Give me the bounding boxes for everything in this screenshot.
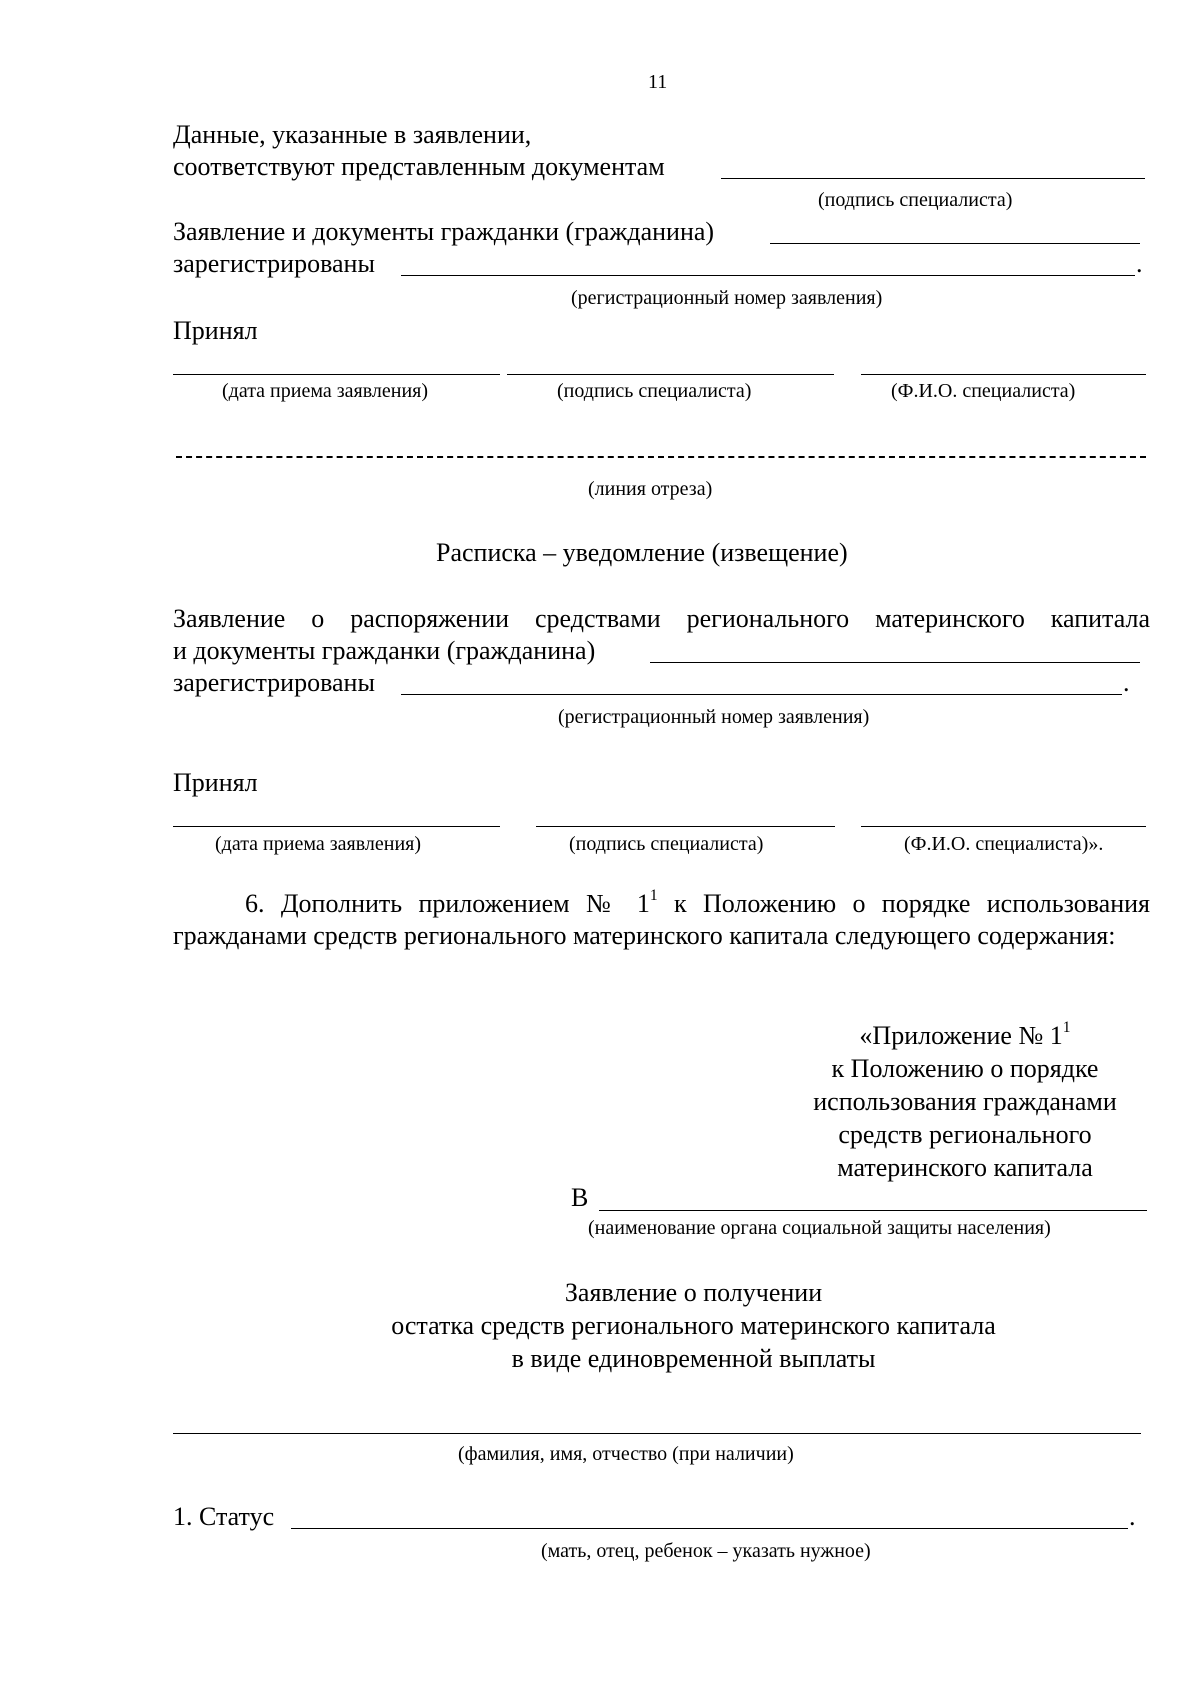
receipt-citizen-field[interactable]: [650, 662, 1140, 663]
specialist-signature-caption: (подпись специалиста): [818, 189, 1013, 211]
application-title-line-1: Заявление о получении: [564, 1278, 823, 1307]
sign-caption: (подпись специалиста): [557, 380, 752, 402]
receipt-date-field[interactable]: [173, 826, 500, 827]
fio-caption: (Ф.И.О. специалиста): [891, 380, 1076, 402]
receipt-period: .: [1123, 668, 1130, 697]
paragraph-6-sup: 1: [649, 887, 658, 905]
accepted-label: Принял: [173, 316, 258, 345]
citizen-field[interactable]: [770, 243, 1140, 244]
receipt-registration-number-caption: (регистрационный номер заявления): [558, 706, 870, 728]
cut-line: [176, 456, 1146, 458]
cut-line-caption: (линия отреза): [588, 478, 713, 500]
registration-number-caption: (регистрационный номер заявления): [571, 287, 883, 309]
addressee-caption: (наименование органа социальной защиты населения): [588, 1217, 1051, 1239]
appendix-title-sup: 1: [1062, 1019, 1071, 1037]
addressee-field[interactable]: [599, 1210, 1147, 1211]
receipt-registration-number-field[interactable]: [401, 694, 1122, 695]
applicant-fio-field[interactable]: [173, 1433, 1141, 1434]
specialist-signature-field[interactable]: [721, 178, 1145, 179]
status-field[interactable]: [291, 1528, 1128, 1529]
appendix-header-line-2: к Положению о порядке: [831, 1054, 1099, 1083]
registration-number-field[interactable]: [401, 275, 1135, 276]
appendix-header-line-1: [760, 1019, 1170, 1052]
application-title-line-3: в виде единовременной выплаты: [511, 1344, 876, 1373]
sign-field[interactable]: [507, 374, 834, 375]
appendix-header-line-5: материнского капитала: [837, 1153, 1093, 1182]
appendix-header-line-4: средств регионального: [838, 1120, 1092, 1149]
appendix-header: [760, 1019, 1170, 1184]
addressee-prefix: В: [571, 1183, 589, 1212]
registered-line-1: Заявление и документы гражданки (гражданина): [173, 217, 715, 246]
paragraph-6-rest: к Положению о порядке использования гражданами средств регионального материнского капитала следующего содержания:: [173, 889, 1150, 950]
receipt-line-1-text: Заявление о распоряжении средствами регионального материнского капитала: [173, 604, 1150, 633]
receipt-fio-caption: (Ф.И.О. специалиста)».: [904, 833, 1104, 855]
receipt-title: Расписка – уведомление (извещение): [436, 538, 848, 567]
application-title-line-2: остатка средств регионального материнского капитала: [391, 1311, 996, 1340]
page-number: 11: [648, 71, 668, 93]
receipt-date-caption: (дата приема заявления): [215, 833, 422, 855]
receipt-line-2: и документы гражданки (гражданина): [173, 636, 596, 665]
date-caption: (дата приема заявления): [222, 380, 429, 402]
application-title: [205, 1276, 1182, 1375]
fio-field[interactable]: [861, 374, 1146, 375]
receipt-sign-caption: (подпись специалиста): [569, 833, 764, 855]
date-field[interactable]: [173, 374, 500, 375]
receipt-fio-field[interactable]: [861, 826, 1146, 827]
applicant-fio-caption: (фамилия, имя, отчество (при наличии): [458, 1443, 794, 1465]
status-caption: (мать, отец, ребенок – указать нужное): [541, 1540, 871, 1562]
data-verification-line-2: соответствуют представленным документам: [173, 152, 665, 181]
registered-period: .: [1136, 249, 1143, 278]
receipt-accepted-label: Принял: [173, 768, 258, 797]
registered-line-2: зарегистрированы: [173, 249, 375, 278]
appendix-title: «Приложение № 1: [859, 1021, 1063, 1050]
appendix-header-line-3: использования гражданами: [813, 1087, 1117, 1116]
paragraph-6-lead: 6. Дополнить приложением № 1: [245, 889, 650, 918]
status-label: 1. Статус: [173, 1502, 275, 1531]
status-period: .: [1129, 1502, 1136, 1531]
receipt-sign-field[interactable]: [536, 826, 835, 827]
paragraph-6: [173, 888, 1150, 952]
data-verification-line-1: Данные, указанные в заявлении,: [173, 120, 532, 149]
receipt-line-3: зарегистрированы: [173, 668, 375, 697]
receipt-line-1: [173, 603, 1150, 635]
